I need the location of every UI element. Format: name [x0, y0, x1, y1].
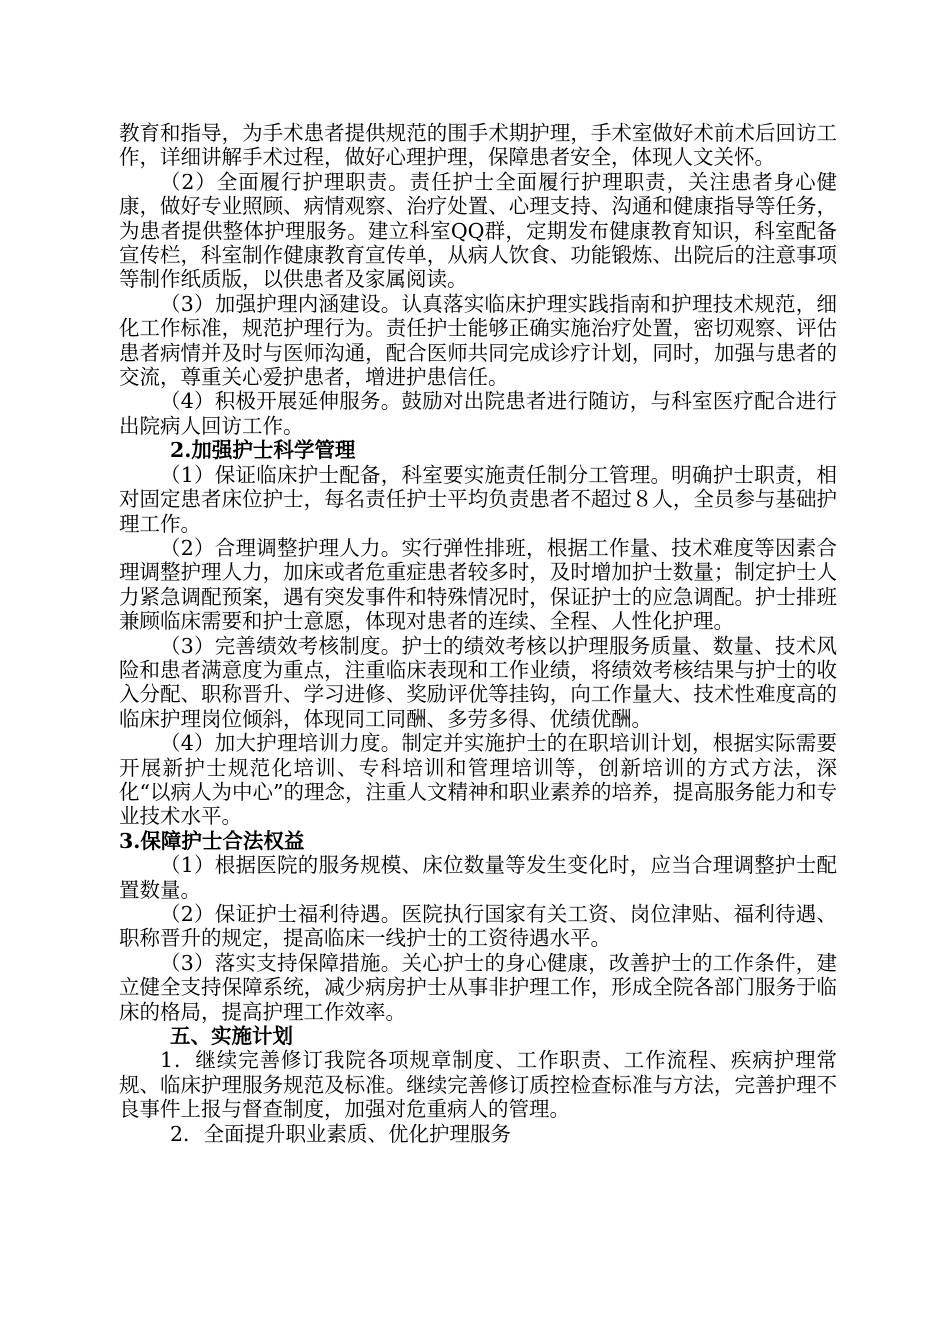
paragraph-welfare: （2）保证护士福利待遇。医院执行国家有关工资、岗位津贴、福利待遇、职称晋升的规定，提高临床一线护士的工资待遇水平。 [119, 902, 837, 951]
paragraph-continuation: 教育和指导，为手术患者提供规范的围手术期护理，手术室做好术前术后回访工作，详细讲解手术过程，做好心理护理，保障患者安全，体现人文关怀。 [119, 121, 837, 170]
paragraph-performance: （3）完善绩效考核制度。护士的绩效考核以护理服务质量、数量、技术风险和患者满意度为重点，注重临床表现和工作业绩，将绩效考核结果与护士的收入分配、职称晋升、学习进修、奖励评优等挂钩，向工作量大、技术性难度高的临床护理岗位倾斜，体现同工同酬、多劳多得、优绩优酬。 [119, 633, 837, 731]
paragraph-extended-service: （4）积极开展延伸服务。鼓励对出院患者进行随访，与科室医疗配合进行出院病人回访工作。 [119, 389, 837, 438]
paragraph-fulfill-duties: （2）全面履行护理职责。责任护士全面履行护理职责，关注患者身心健康，做好专业照顾、病情观察、治疗处置、心理支持、沟通和健康指导等任务，为患者提供整体护理服务。建立科室QQ群，定期发布健康教育知识，科室配备宣传栏，科室制作健康教育宣传单，从病人饮食、功能锻炼、出院后的注意事项等制作纸质版，以供患者及家属阅读。 [119, 169, 837, 292]
section-heading-rights: 3.保障护士合法权益 [119, 828, 305, 853]
paragraph-manpower: （2）合理调整护理人力。实行弹性排班，根据工作量、技术难度等因素合理调整护理人力，加床或者危重症患者较多时，及时增加护士数量；制定护士人力紧急调配预案，遇有突发事件和特殊情况时，保证护士的应急调配。护士排班兼顾临床需要和护士意愿，体现对患者的连续、全程、人性化护理。 [119, 535, 837, 634]
section-heading-management: 2.加强护士科学管理 [170, 438, 356, 463]
paragraph-plan-item-1: 1．继续完善修订我院各项规章制度、工作职责、工作流程、疾病护理常规、临床护理服务规范及标准。继续完善修订质控检查标准与方法，完善护理不良事件上报与督查制度，加强对危重病人的管理。 [119, 1048, 837, 1122]
paragraph-staffing: （1）保证临床护士配备，科室要实施责任制分工管理。明确护士职责，相对固定患者床位护士，每名责任护士平均负责患者不超过８人，全员参与基础护理工作。 [119, 462, 837, 536]
document-body [119, 121, 837, 1146]
paragraph-support: （3）落实支持保障措施。关心护士的身心健康，改善护士的工作条件，建立健全支持保障系统，减少病房护士从事非护理工作，形成全院各部门服务于临床的格局，提高护理工作效率。 [119, 950, 837, 1024]
paragraph-connotation: （3）加强护理内涵建设。认真落实临床护理实践指南和护理技术规范，细化工作标准，规范护理行为。责任护士能够正确实施治疗处置，密切观察、评估患者病情并及时与医师沟通，配合医师共同完成诊疗计划，同时，加强与患者的交流，尊重关心爱护患者，增进护患信任。 [119, 291, 837, 390]
paragraph-training: （4）加大护理培训力度。制定并实施护士的在职培训计划，根据实际需要开展新护士规范化培训、专科培训和管理培训等，创新培训的方式方法，深化“以病人为中心”的理念，注重人文精神和职业素养的培养，提高服务能力和专业技术水平。 [119, 731, 837, 829]
section-heading-plan: 五、实施计划 [170, 1024, 293, 1049]
paragraph-plan-item-2: 2．全面提升职业素质、优化护理服务 [170, 1121, 512, 1146]
paragraph-configuration: （1）根据医院的服务规模、床位数量等发生变化时，应当合理调整护士配置数量。 [119, 853, 837, 902]
